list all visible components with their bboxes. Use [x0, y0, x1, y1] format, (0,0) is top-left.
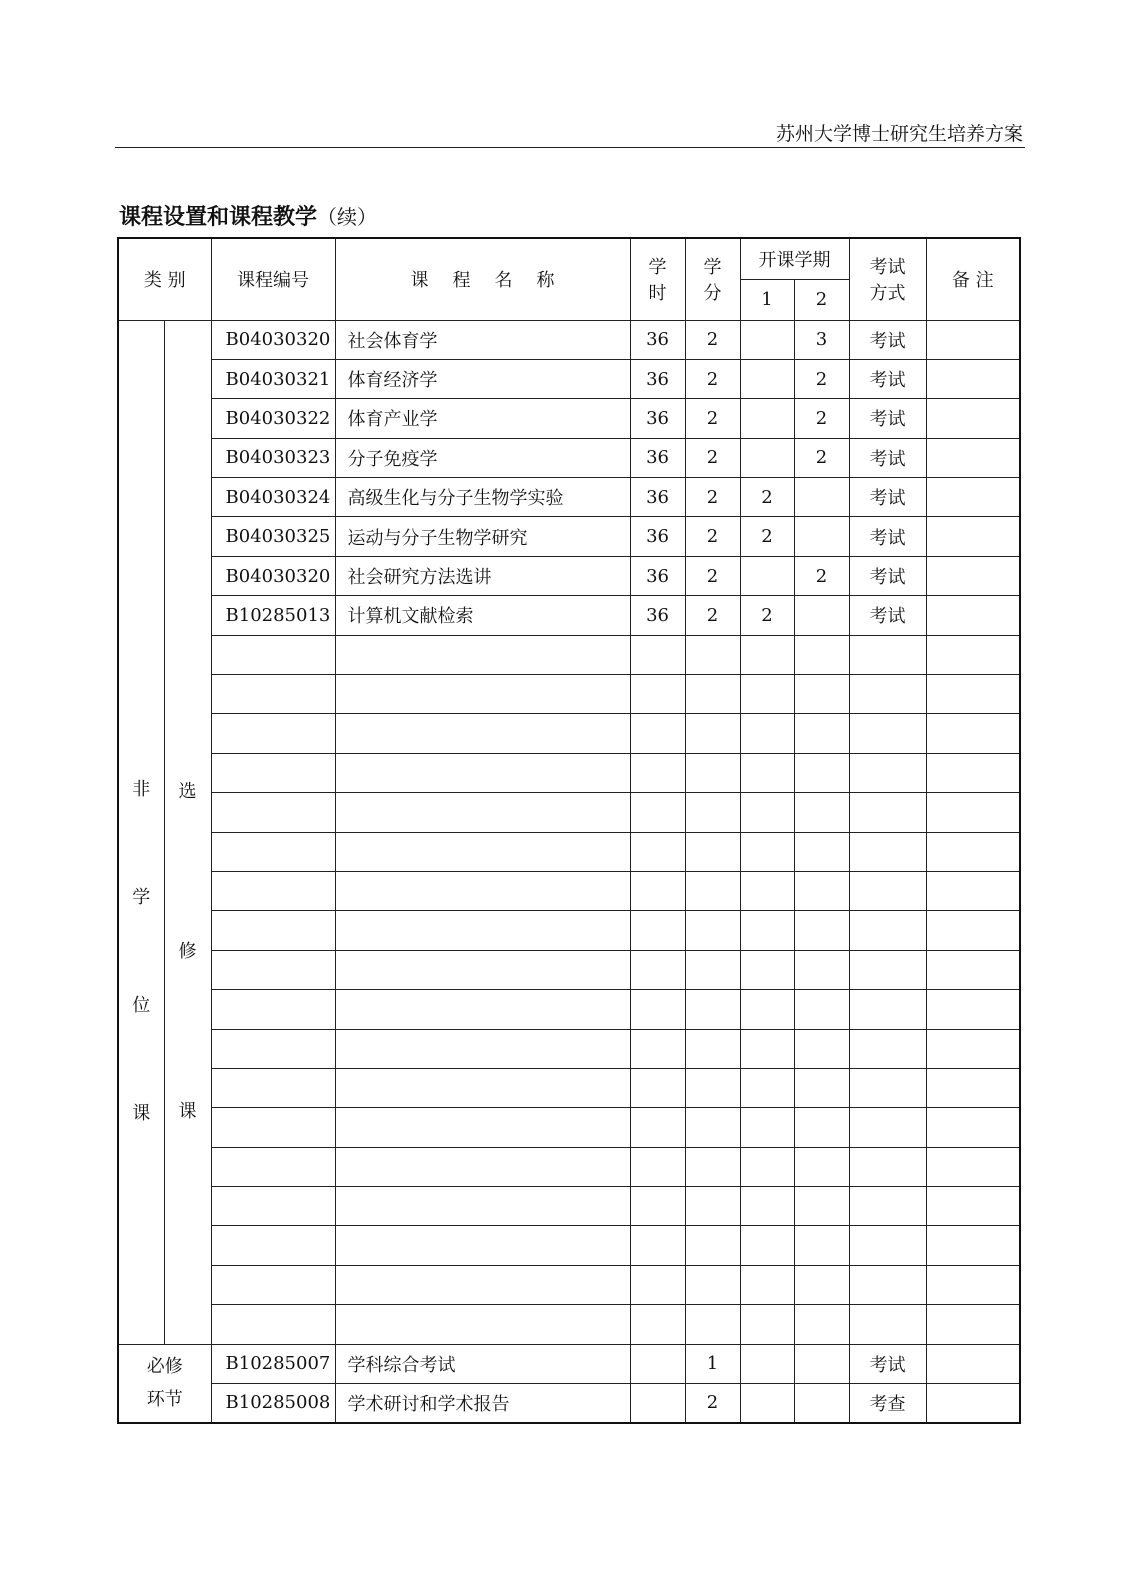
exam-method-cell: [849, 871, 926, 910]
course-code-cell: B04030320: [211, 556, 335, 595]
exam-method-cell: [849, 1226, 926, 1265]
semester-1-cell: [740, 1384, 794, 1423]
credits-cell: [685, 1108, 740, 1147]
semester-2-cell: [794, 950, 849, 989]
table-row: [118, 1226, 1020, 1265]
semester-1-cell: [740, 1147, 794, 1186]
remarks-cell: [926, 399, 1020, 438]
course-name-cell: 分子免疫学: [335, 438, 630, 477]
credits-cell: [685, 1265, 740, 1304]
semester-1-cell: [740, 1029, 794, 1068]
hours-cell: 36: [630, 556, 685, 595]
hours-cell: [630, 871, 685, 910]
exam-method-cell: [849, 1108, 926, 1147]
course-code-cell: B10285008: [211, 1384, 335, 1423]
course-name-cell: 学术研讨和学术报告: [335, 1384, 630, 1423]
semester-1-cell: [740, 714, 794, 753]
credits-cell: [685, 871, 740, 910]
hours-cell: 36: [630, 438, 685, 477]
course-code-cell: [211, 832, 335, 871]
semester-1-cell: [740, 675, 794, 714]
hours-cell: [630, 1187, 685, 1226]
hours-cell: [630, 1226, 685, 1265]
course-code-cell: [211, 950, 335, 989]
category-required-cell: 必修 环节: [118, 1344, 211, 1423]
credits-cell: [685, 1068, 740, 1107]
course-code-cell: B10285013: [211, 596, 335, 635]
page-header: [115, 117, 1025, 148]
semester-1-cell: [740, 950, 794, 989]
hours-cell: 36: [630, 478, 685, 517]
semester-2-cell: [794, 1108, 849, 1147]
table-row: [118, 596, 1020, 635]
header-semester-2: 2: [794, 279, 849, 320]
remarks-cell: [926, 556, 1020, 595]
semester-1-cell: 2: [740, 478, 794, 517]
semester-2-cell: [794, 517, 849, 556]
course-name-cell: [335, 1226, 630, 1265]
semester-1-cell: [740, 1108, 794, 1147]
exam-method-cell: [849, 1147, 926, 1186]
exam-method-cell: [849, 1029, 926, 1068]
remarks-cell: [926, 596, 1020, 635]
credits-cell: [685, 1029, 740, 1068]
exam-method-cell: 考试: [849, 556, 926, 595]
semester-1-cell: [740, 1068, 794, 1107]
semester-1-cell: [740, 1265, 794, 1304]
remarks-cell: [926, 478, 1020, 517]
course-code-cell: B04030323: [211, 438, 335, 477]
table-row: [118, 714, 1020, 753]
remarks-cell: [926, 871, 1020, 910]
semester-1-cell: [740, 399, 794, 438]
course-name-cell: [335, 675, 630, 714]
remarks-cell: [926, 1029, 1020, 1068]
course-name-cell: [335, 911, 630, 950]
semester-1-cell: [740, 1305, 794, 1344]
course-name-cell: 运动与分子生物学研究: [335, 517, 630, 556]
course-name-cell: 高级生化与分子生物学实验: [335, 478, 630, 517]
table-row: [118, 950, 1020, 989]
header-credits: 学 分: [685, 238, 740, 320]
table-row: [118, 359, 1020, 398]
semester-1-cell: [740, 753, 794, 792]
credits-cell: 2: [685, 478, 740, 517]
credits-cell: 2: [685, 1384, 740, 1423]
semester-2-cell: [794, 793, 849, 832]
remarks-cell: [926, 950, 1020, 989]
credits-cell: [685, 832, 740, 871]
semester-1-cell: [740, 911, 794, 950]
remarks-cell: [926, 675, 1020, 714]
exam-method-cell: [849, 635, 926, 674]
semester-1-cell: [740, 438, 794, 477]
header-category: 类 别: [118, 238, 211, 320]
exam-method-cell: [849, 911, 926, 950]
semester-2-cell: [794, 675, 849, 714]
header-remarks: 备 注: [926, 238, 1020, 320]
course-name-cell: [335, 1305, 630, 1344]
semester-1-cell: 2: [740, 596, 794, 635]
remarks-cell: [926, 1147, 1020, 1186]
credits-cell: [685, 1147, 740, 1186]
course-name-cell: [335, 990, 630, 1029]
course-code-cell: [211, 675, 335, 714]
semester-2-cell: [794, 871, 849, 910]
hours-cell: [630, 950, 685, 989]
course-code-cell: [211, 635, 335, 674]
remarks-cell: [926, 990, 1020, 1029]
semester-2-cell: [794, 1305, 849, 1344]
exam-method-cell: 考试: [849, 478, 926, 517]
category-nondegree-cell: 非 学 位 课: [118, 320, 164, 1344]
course-code-cell: [211, 1108, 335, 1147]
semester-2-cell: [794, 478, 849, 517]
hours-cell: [630, 1384, 685, 1423]
credits-cell: [685, 990, 740, 1029]
exam-method-cell: [849, 714, 926, 753]
semester-2-cell: [794, 1344, 849, 1383]
exam-method-cell: 考试: [849, 359, 926, 398]
table-row: [118, 399, 1020, 438]
hours-cell: [630, 793, 685, 832]
credits-cell: [685, 675, 740, 714]
exam-method-cell: [849, 1068, 926, 1107]
hours-cell: [630, 714, 685, 753]
course-code-cell: [211, 1029, 335, 1068]
semester-1-cell: [740, 320, 794, 359]
course-name-cell: [335, 1265, 630, 1304]
table-row: [118, 320, 1020, 359]
semester-2-cell: [794, 1068, 849, 1107]
exam-method-cell: [849, 950, 926, 989]
remarks-cell: [926, 714, 1020, 753]
table-row: [118, 1068, 1020, 1107]
semester-1-cell: [740, 359, 794, 398]
exam-method-cell: [849, 832, 926, 871]
remarks-cell: [926, 1187, 1020, 1226]
header-row: [118, 238, 1020, 279]
hours-cell: [630, 911, 685, 950]
section-title: [119, 200, 377, 231]
course-name-cell: 社会研究方法选讲: [335, 556, 630, 595]
course-code-cell: B04030321: [211, 359, 335, 398]
credits-cell: [685, 1305, 740, 1344]
exam-method-cell: [849, 675, 926, 714]
semester-2-cell: 2: [794, 399, 849, 438]
table-row: [118, 556, 1020, 595]
table-row: [118, 871, 1020, 910]
hours-cell: [630, 1147, 685, 1186]
hours-cell: 36: [630, 359, 685, 398]
course-code-cell: B04030320: [211, 320, 335, 359]
course-name-cell: [335, 950, 630, 989]
exam-method-cell: [849, 1265, 926, 1304]
course-code-cell: [211, 753, 335, 792]
course-name-cell: 学科综合考试: [335, 1344, 630, 1383]
semester-1-cell: [740, 871, 794, 910]
hours-cell: [630, 1265, 685, 1304]
semester-2-cell: 3: [794, 320, 849, 359]
exam-method-cell: 考试: [849, 399, 926, 438]
hours-cell: [630, 1029, 685, 1068]
semester-2-cell: [794, 1265, 849, 1304]
course-name-cell: [335, 714, 630, 753]
course-name-cell: [335, 793, 630, 832]
document-title: 苏州大学博士研究生培养方案: [775, 123, 1023, 145]
hours-cell: [630, 1108, 685, 1147]
table-row: [118, 478, 1020, 517]
credits-cell: [685, 1187, 740, 1226]
semester-1-cell: [740, 832, 794, 871]
remarks-cell: [926, 359, 1020, 398]
exam-method-cell: [849, 1187, 926, 1226]
remarks-cell: [926, 517, 1020, 556]
semester-2-cell: [794, 1187, 849, 1226]
semester-1-cell: [740, 556, 794, 595]
semester-1-cell: [740, 1187, 794, 1226]
exam-method-cell: 考试: [849, 1344, 926, 1383]
hours-cell: [630, 1068, 685, 1107]
header-exam-method: 考试 方式: [849, 238, 926, 320]
section-continued-label: （续）: [317, 205, 378, 229]
credits-cell: 2: [685, 399, 740, 438]
credits-cell: 2: [685, 438, 740, 477]
course-code-cell: [211, 911, 335, 950]
course-name-cell: 体育产业学: [335, 399, 630, 438]
table-row: [118, 832, 1020, 871]
remarks-cell: [926, 635, 1020, 674]
table-row: [118, 517, 1020, 556]
hours-cell: [630, 832, 685, 871]
course-name-cell: [335, 832, 630, 871]
course-code-cell: [211, 714, 335, 753]
course-code-cell: B10285007: [211, 1344, 335, 1383]
hours-cell: [630, 675, 685, 714]
table-row: [118, 438, 1020, 477]
table-row: [118, 635, 1020, 674]
semester-1-cell: 2: [740, 517, 794, 556]
course-name-cell: 计算机文献检索: [335, 596, 630, 635]
semester-2-cell: [794, 596, 849, 635]
remarks-cell: [926, 438, 1020, 477]
table-row: [118, 911, 1020, 950]
remarks-cell: [926, 1344, 1020, 1383]
exam-method-cell: 考试: [849, 438, 926, 477]
semester-1-cell: [740, 1226, 794, 1265]
semester-2-cell: 2: [794, 556, 849, 595]
semester-2-cell: 2: [794, 438, 849, 477]
header-semester: 开课学期: [740, 238, 849, 279]
hours-cell: [630, 990, 685, 1029]
hours-cell: 36: [630, 517, 685, 556]
course-code-cell: [211, 1305, 335, 1344]
exam-method-cell: 考试: [849, 517, 926, 556]
semester-2-cell: [794, 832, 849, 871]
hours-cell: [630, 753, 685, 792]
course-name-cell: [335, 1068, 630, 1107]
credits-cell: [685, 753, 740, 792]
hours-cell: [630, 635, 685, 674]
credits-cell: 2: [685, 517, 740, 556]
exam-method-cell: [849, 753, 926, 792]
hours-cell: [630, 1344, 685, 1383]
credits-cell: [685, 793, 740, 832]
hours-cell: 36: [630, 399, 685, 438]
remarks-cell: [926, 320, 1020, 359]
semester-2-cell: 2: [794, 359, 849, 398]
section-title-text: 课程设置和课程教学: [119, 205, 318, 230]
header-course-name: 课 程 名 称: [335, 238, 630, 320]
credits-cell: 2: [685, 320, 740, 359]
remarks-cell: [926, 1068, 1020, 1107]
course-code-cell: [211, 1226, 335, 1265]
exam-method-cell: 考查: [849, 1384, 926, 1423]
credits-cell: 1: [685, 1344, 740, 1383]
course-name-cell: [335, 1147, 630, 1186]
remarks-cell: [926, 753, 1020, 792]
course-code-cell: B04030325: [211, 517, 335, 556]
course-code-cell: [211, 871, 335, 910]
remarks-cell: [926, 832, 1020, 871]
course-name-cell: [335, 1108, 630, 1147]
credits-cell: 2: [685, 556, 740, 595]
remarks-cell: [926, 911, 1020, 950]
remarks-cell: [926, 1384, 1020, 1423]
course-name-cell: [335, 635, 630, 674]
semester-2-cell: [794, 1029, 849, 1068]
hours-cell: [630, 1305, 685, 1344]
course-code-cell: B04030322: [211, 399, 335, 438]
table-row: [118, 1344, 1020, 1383]
header-hours: 学 时: [630, 238, 685, 320]
semester-1-cell: [740, 1344, 794, 1383]
credits-cell: [685, 1226, 740, 1265]
course-name-cell: 体育经济学: [335, 359, 630, 398]
course-code-cell: [211, 1265, 335, 1304]
course-name-cell: [335, 1187, 630, 1226]
semester-2-cell: [794, 753, 849, 792]
credits-cell: [685, 714, 740, 753]
course-name-cell: [335, 753, 630, 792]
course-code-cell: [211, 1187, 335, 1226]
table-row: [118, 1384, 1020, 1423]
credits-cell: [685, 911, 740, 950]
credits-cell: [685, 950, 740, 989]
exam-method-cell: [849, 990, 926, 1029]
course-name-cell: [335, 1029, 630, 1068]
course-name-cell: [335, 871, 630, 910]
remarks-cell: [926, 1305, 1020, 1344]
table-row: [118, 793, 1020, 832]
table-row: [118, 990, 1020, 1029]
course-code-cell: B04030324: [211, 478, 335, 517]
table-row: [118, 1108, 1020, 1147]
table-row: [118, 1305, 1020, 1344]
hours-cell: 36: [630, 320, 685, 359]
semester-2-cell: [794, 1384, 849, 1423]
semester-2-cell: [794, 1226, 849, 1265]
category-elective-cell: 选 修 课: [164, 320, 211, 1344]
course-name-cell: 社会体育学: [335, 320, 630, 359]
table-row: [118, 1187, 1020, 1226]
header-semester-1: 1: [740, 279, 794, 320]
exam-method-cell: [849, 793, 926, 832]
exam-method-cell: 考试: [849, 320, 926, 359]
semester-2-cell: [794, 911, 849, 950]
course-code-cell: [211, 990, 335, 1029]
credits-cell: [685, 635, 740, 674]
remarks-cell: [926, 1108, 1020, 1147]
course-code-cell: [211, 1147, 335, 1186]
table-row: [118, 675, 1020, 714]
remarks-cell: [926, 1265, 1020, 1304]
hours-cell: 36: [630, 596, 685, 635]
remarks-cell: [926, 793, 1020, 832]
exam-method-cell: [849, 1305, 926, 1344]
semester-2-cell: [794, 714, 849, 753]
course-code-cell: [211, 793, 335, 832]
semester-2-cell: [794, 635, 849, 674]
table-row: [118, 753, 1020, 792]
semester-1-cell: [740, 635, 794, 674]
remarks-cell: [926, 1226, 1020, 1265]
semester-2-cell: [794, 1147, 849, 1186]
table-row: [118, 1265, 1020, 1304]
table-row: [118, 1147, 1020, 1186]
header-course-code: 课程编号: [211, 238, 335, 320]
course-code-cell: [211, 1068, 335, 1107]
course-table: [117, 237, 1021, 1424]
exam-method-cell: 考试: [849, 596, 926, 635]
semester-1-cell: [740, 990, 794, 1029]
table-row: [118, 1029, 1020, 1068]
semester-1-cell: [740, 793, 794, 832]
credits-cell: 2: [685, 359, 740, 398]
semester-2-cell: [794, 990, 849, 1029]
credits-cell: 2: [685, 596, 740, 635]
